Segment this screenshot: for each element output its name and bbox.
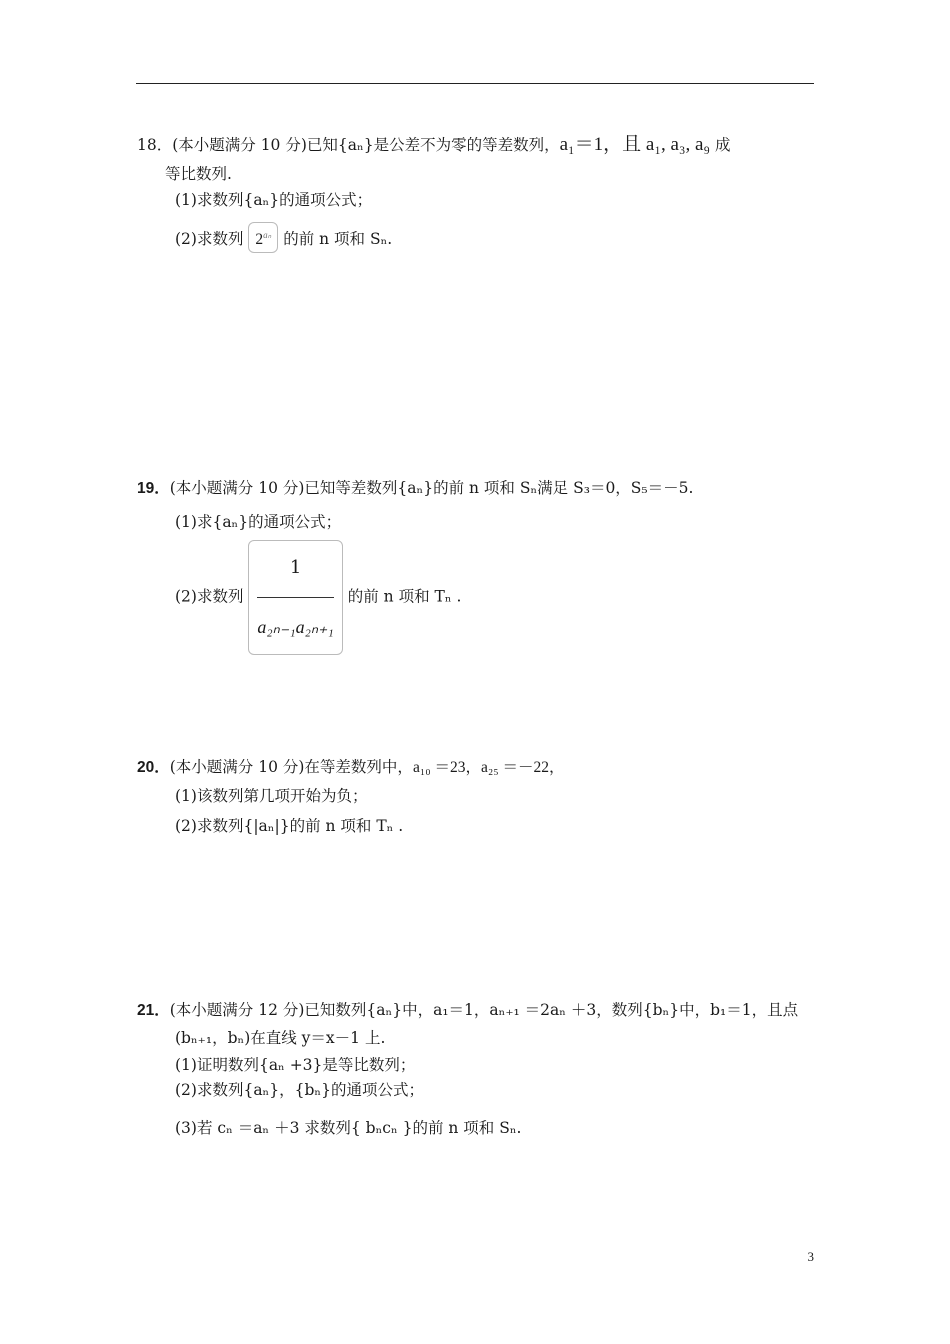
q18-part1: (1)求数列{aₙ}的通项公式； bbox=[175, 191, 373, 209]
q21-part1: (1)证明数列{aₙ +3}是等比数列； bbox=[175, 1056, 416, 1074]
q18-power-expression: $2^{a_n}$ bbox=[248, 222, 278, 253]
q18-part2: (2)求数列 $2^{a_n}$ 的前 n 项和 Sₙ. bbox=[175, 222, 392, 253]
q19-part2: (2)求数列 $\frac{1}{\text{a₂ₙ₋₁a₂ₙ₊₁}}$ 的前 n 项和 Tₙ . bbox=[175, 540, 461, 655]
q21-part3: (3)若 cₙ ＝aₙ ＋3 求数列{ bₙcₙ }的前 n 项和 Sₙ. bbox=[175, 1119, 522, 1137]
q21-part2: (2)求数列{aₙ}，{bₙ}的通项公式； bbox=[175, 1081, 424, 1099]
q19-intro: 19．(本小题满分 10 分)已知等差数列{aₙ}的前 n 项和 Sₙ满足 S₃＝0，S₅＝－5. bbox=[137, 479, 694, 497]
q18-intro: 18．(本小题满分 10 分)已知{aₙ}是公差不为零的等差数列，a₁＝1，且 a₁, a₃, a₉ 成 bbox=[137, 134, 731, 155]
header-rule bbox=[136, 83, 814, 84]
q20-part2: (2)求数列{|aₙ|}的前 n 项和 Tₙ . bbox=[175, 817, 404, 835]
q18-line2: 等比数列. bbox=[165, 165, 232, 183]
q19-part1: (1)求{aₙ}的通项公式； bbox=[175, 513, 342, 531]
q21-line2: (bₙ₊₁，bₙ)在直线 y＝x－1 上. bbox=[175, 1029, 386, 1047]
page-number: 3 bbox=[807, 1249, 814, 1264]
q20-part1: (1)该数列第几项开始为负； bbox=[175, 787, 368, 805]
q20-intro: 20．(本小题满分 10 分)在等差数列中，a₁₀ ＝23，a₂₅ ＝－22， bbox=[137, 758, 565, 776]
q21-intro: 21．(本小题满分 12 分)已知数列{aₙ}中，a₁＝1，aₙ₊₁ ＝2aₙ ＋3，数列{bₙ}中，b₁＝1，且点 bbox=[137, 1001, 799, 1019]
q19-fraction: $\frac{1}{\text{a₂ₙ₋₁a₂ₙ₊₁}}$ bbox=[248, 540, 342, 655]
